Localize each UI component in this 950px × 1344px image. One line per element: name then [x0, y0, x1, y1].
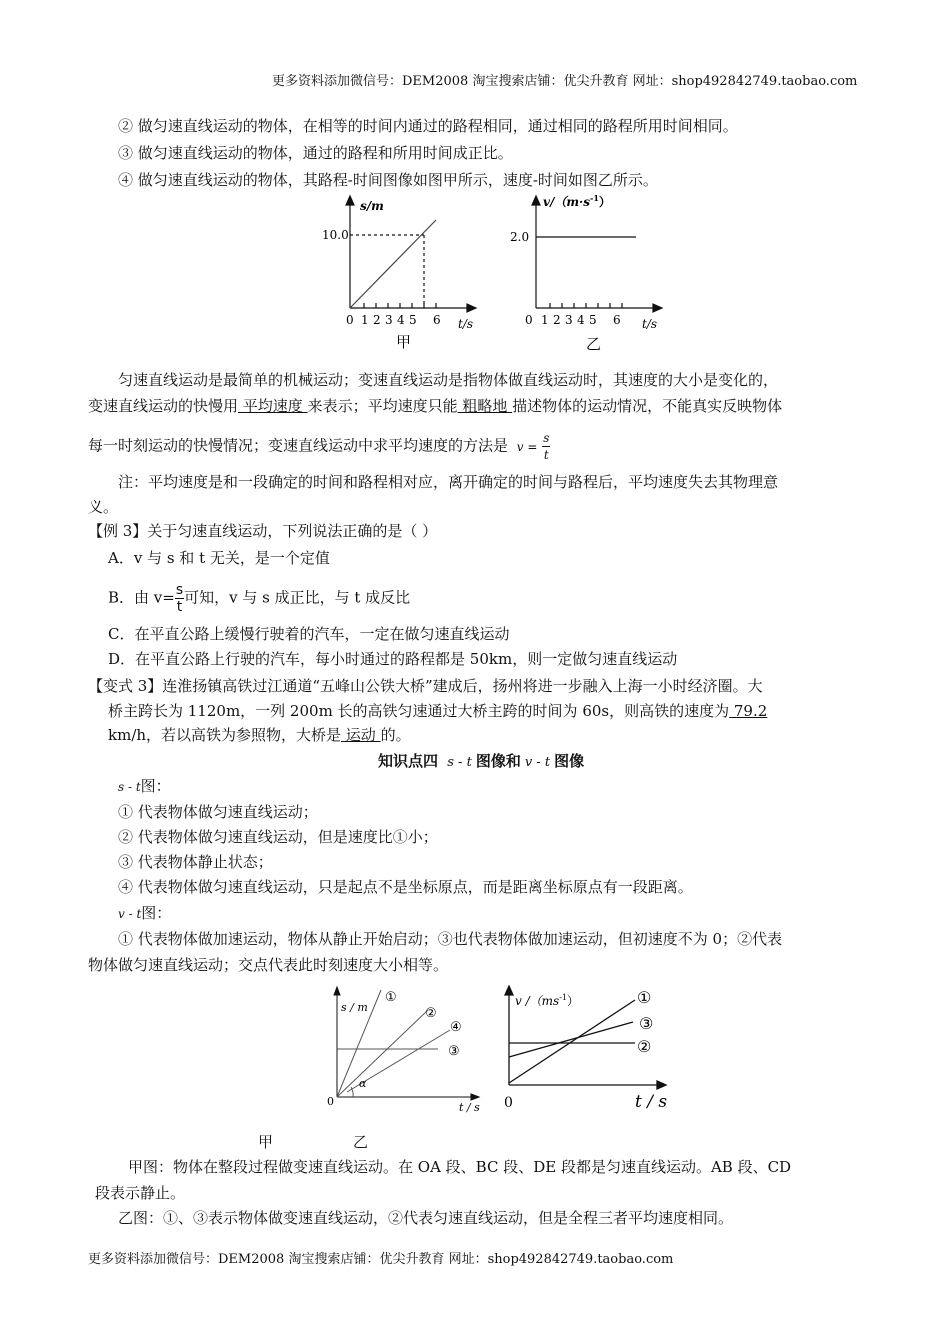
example3-option-c: C．在平直公路上缓慢行驶着的汽车，一定在做匀速直线运动 [108, 625, 510, 643]
page-footer: 更多资料添加微信号：DEM2008 淘宝搜索店铺：优尖升教育 网址：shop492842749.taobao.com [88, 1252, 674, 1267]
line-2 [337, 1010, 428, 1097]
st2-ylabel: s / m [341, 1001, 368, 1014]
st-xtick: 5 [409, 313, 417, 327]
formula-s-over-t: $\frac{s}{t}$ [543, 431, 550, 462]
fig2-caption-jia: 甲 [258, 1133, 274, 1151]
st-ylabel: s/m [360, 199, 384, 213]
para1-line2: 变速直线运动的快慢用 平均速度 来表示；平均速度只能 粗略地 描述物体的运动情况，不能真实反映物体 [88, 397, 783, 415]
fig2-caption-yi: 乙 [353, 1133, 369, 1151]
jiatu-line1: 甲图：物体在整段过程做变速直线运动。在 OA 段、BC 段、DE 段都是匀速直线运动。AB 段、CD [128, 1158, 792, 1176]
st-caption: 甲 [396, 333, 412, 351]
st-line [350, 220, 436, 308]
vt2-ylabel: v $/(ms^{-1})$ [515, 993, 579, 1008]
st-item-3: ③ 代表物体静止状态； [118, 853, 273, 871]
label-3: ③ [448, 1044, 460, 1059]
st-xtick: 6 [433, 313, 441, 327]
label-1: ① [385, 990, 397, 1005]
page-header: 更多资料添加微信号：DEM2008 淘宝搜索店铺：优尖升教育 网址：shop492842749.taobao.com [272, 74, 858, 89]
vt-label-1: ① [637, 988, 652, 1007]
vt-desc-line1: ① 代表物体做加速运动，物体从静止开始启动；③也代表物体做加速运动，但初速度不为 0；②代表 [118, 930, 783, 948]
variant3-line1: 【变式 3】连淮扬镇高铁过江通道“五峰山公铁大桥”建成后，扬州将进一步融入上海一小时经济圈。大 [88, 677, 763, 695]
figure-vt-uniform [508, 190, 678, 360]
vt-xtick: 0 [525, 313, 533, 327]
st-xtick: 1 [361, 313, 369, 327]
st-xtick: 0 [346, 313, 354, 327]
example3-stem: 【例 3】关于匀速直线运动，下列说法正确的是（ ） [88, 522, 438, 540]
para1-line1: 匀速直线运动是最简单的机械运动；变速直线运动是指物体做直线运动时，其速度的大小是变化的， [118, 371, 779, 389]
label-2: ② [425, 1006, 437, 1021]
vt-xtick: 6 [613, 313, 621, 327]
st-item-4: ④ 代表物体做匀速直线运动，只是起点不是坐标原点，而是距离坐标原点有一段距离。 [118, 878, 693, 896]
example3-option-a: A．v 与 s 和 t 无关，是一个定值 [108, 549, 330, 567]
x-axis-arrow [467, 304, 476, 312]
figure-vt-comparison [495, 985, 675, 1115]
vt-intro: v - t图： [118, 904, 172, 922]
vt-line-1 [509, 1000, 635, 1083]
x-axis-arrow [653, 304, 662, 312]
answer-average-speed: 平均速度 [238, 397, 308, 415]
vt-label-3: ③ [639, 1014, 654, 1033]
vt-xtick: 2 [553, 313, 561, 327]
vt2-xlabel: t / s [635, 1092, 668, 1112]
y-axis-arrow [346, 196, 354, 205]
vt-xtick: 3 [565, 313, 573, 327]
example3-option-d: D．在平直公路上行驶的汽车，每小时通过的路程都是 50km，则一定做匀速直线运动 [108, 650, 678, 668]
example3-option-b: B．由 v= $\frac{s}{t}$ 可知，v 与 s 成正比，与 t 成反比 [108, 582, 411, 615]
note-line2: 义。 [88, 498, 119, 516]
vt-xtick: 5 [589, 313, 597, 327]
yitu-line: 乙图：①、③表示物体做变速直线运动，②代表匀速直线运动，但是全程三者平均速度相同。 [118, 1209, 734, 1227]
variant3-line2: 桥主跨长为 1120m，一列 200m 长的高铁匀速通过大桥主跨的时间为 60s，则高铁的速度为 79.2 [108, 702, 768, 720]
para1-line3: 每一时刻运动的快慢情况；变速直线运动中求平均速度的方法是 v = $\frac{s}{t}$ [88, 431, 550, 462]
variant3-line3: km/h，若以高铁为参照物，大桥是 运动 的。 [108, 726, 411, 744]
st-xlabel: t/s [458, 317, 474, 331]
point-2: ② 做匀速直线运动的物体，在相等的时间内通过的路程相同，通过相同的路程所用时间相同。 [118, 117, 738, 135]
vt-line-3 [509, 1022, 633, 1057]
vt-caption: 乙 [586, 335, 602, 353]
st2-xlabel: t / s [459, 1101, 480, 1114]
y-axis-arrow [532, 196, 540, 205]
note-line1: 注：平均速度是和一段确定的时间和路程相对应，离开确定的时间与路程后，平均速度失去其物理意 [118, 473, 779, 491]
vt-desc-line2: 物体做匀速直线运动；交点代表此时刻速度大小相等。 [88, 956, 449, 974]
st-xtick: 4 [397, 313, 405, 327]
st2-origin: 0 [327, 1095, 334, 1108]
answer-roughly: 粗略地 [457, 397, 513, 415]
st-xtick: 3 [385, 313, 393, 327]
alpha: α [359, 1077, 367, 1090]
answer-speed: 79.2 [729, 702, 768, 720]
jiatu-line2: 段表示静止。 [95, 1184, 186, 1202]
vt-ytick: 2.0 [510, 230, 530, 244]
st-xtick: 2 [373, 313, 381, 327]
st-item-1: ① 代表物体做匀速直线运动； [118, 803, 318, 821]
vt-xlabel: t/s [642, 317, 658, 331]
answer-moving: 运动 [341, 726, 381, 744]
st-ytick: 10.0 [322, 228, 349, 242]
figure-st-comparison [325, 985, 490, 1115]
figure-st-uniform [320, 190, 490, 360]
vt2-origin: 0 [504, 1095, 513, 1111]
section-title: 知识点四 s - t 图像和 v - t 图像 [378, 752, 585, 770]
st-item-2: ② 代表物体做匀速直线运动，但是速度比①小； [118, 828, 438, 846]
st-intro: s - t图： [118, 777, 171, 795]
vt-xtick: 4 [577, 313, 585, 327]
point-4: ④ 做匀速直线运动的物体，其路程-时间图像如图甲所示，速度-时间如图乙所示。 [118, 171, 658, 189]
vt-label-2: ② [637, 1037, 652, 1056]
point-3: ③ 做匀速直线运动的物体，通过的路程和所用时间成正比。 [118, 144, 513, 162]
vt-xtick: 1 [541, 313, 549, 327]
vt-ylabel: $v/(m\cdot s^{-1})$ [543, 193, 611, 209]
label-4: ④ [450, 1020, 462, 1035]
